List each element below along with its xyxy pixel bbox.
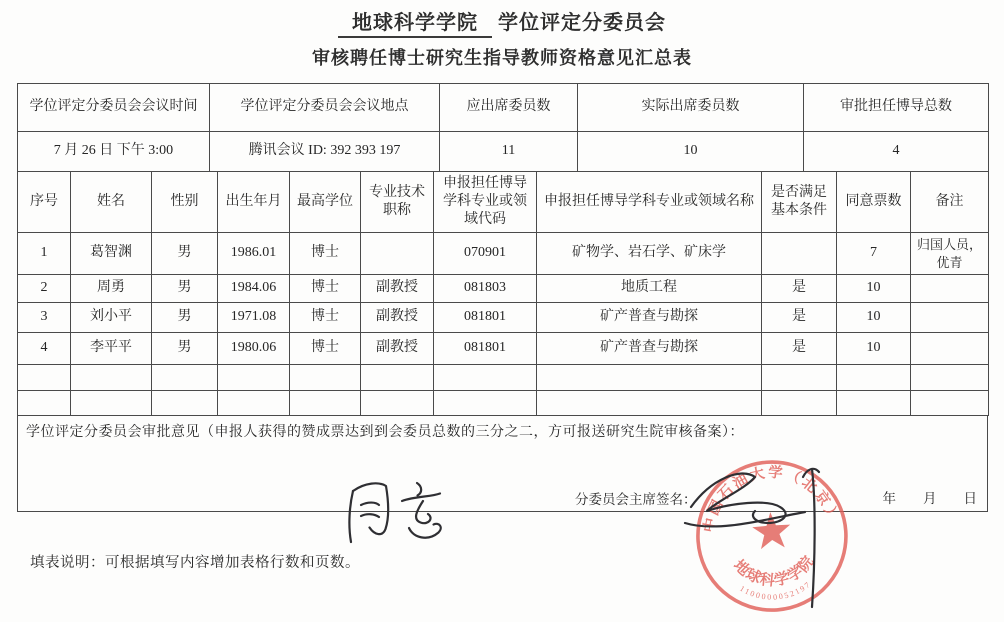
table-row-empty bbox=[18, 391, 989, 416]
cell-gender: 男 bbox=[152, 275, 218, 303]
cell-discipline-name: 地质工程 bbox=[537, 275, 762, 303]
page-title bbox=[0, 6, 1004, 35]
cell-birthdate: 1980.06 bbox=[218, 333, 290, 365]
cell-index: 4 bbox=[18, 333, 71, 365]
cell-birthdate bbox=[218, 391, 290, 416]
cell-name: 葛智渊 bbox=[71, 233, 152, 275]
col-header-birthdate: 出生年月 bbox=[218, 172, 290, 233]
col-header-remark: 备注 bbox=[911, 172, 989, 233]
cell-votes: 10 bbox=[837, 333, 911, 365]
cell-degree bbox=[290, 391, 361, 416]
approval-opinion-label: 学位评定分委员会审批意见（申报人获得的赞成票达到到会委员总数的三分之二，方可报送研究生院审核备案）： bbox=[26, 425, 744, 440]
col-header-title: 专业技术职称 bbox=[361, 172, 434, 233]
cell-votes bbox=[837, 365, 911, 391]
cell-discipline-name: 矿产普查与勘探 bbox=[537, 333, 762, 365]
cell-title bbox=[361, 391, 434, 416]
cell-degree: 博士 bbox=[290, 333, 361, 365]
cell-name: 李平平 bbox=[71, 333, 152, 365]
cell-remark bbox=[911, 333, 989, 365]
cell-birthdate: 1984.06 bbox=[218, 275, 290, 303]
col-header-votes: 同意票数 bbox=[837, 172, 911, 233]
cell-gender bbox=[152, 391, 218, 416]
cell-birthdate: 1986.01 bbox=[218, 233, 290, 275]
cell-title bbox=[361, 365, 434, 391]
info-value-row bbox=[18, 132, 989, 172]
col-header-discipline-name: 申报担任博导学科专业或领域名称 bbox=[537, 172, 762, 233]
cell-meets-criteria bbox=[762, 233, 837, 275]
table-row bbox=[18, 275, 989, 303]
col-header-degree: 最高学位 bbox=[290, 172, 361, 233]
col-header-index: 序号 bbox=[18, 172, 71, 233]
cell-remark bbox=[911, 391, 989, 416]
info-header-approved-total: 审批担任博导总数 bbox=[804, 84, 989, 132]
cell-gender: 男 bbox=[152, 303, 218, 333]
cell-remark bbox=[911, 365, 989, 391]
handwritten-approval-tongyi bbox=[338, 476, 456, 554]
cell-degree: 博士 bbox=[290, 303, 361, 333]
cell-index bbox=[18, 391, 71, 416]
cell-index: 3 bbox=[18, 303, 71, 333]
info-header-row bbox=[18, 84, 989, 132]
cell-discipline-code: 070901 bbox=[434, 233, 537, 275]
page-title-college: 地球科学学院 bbox=[338, 12, 492, 38]
info-header-meeting-place: 学位评定分委员会会议地点 bbox=[210, 84, 440, 132]
info-value-meeting-place: 腾讯会议 ID: 392 393 197 bbox=[210, 132, 440, 172]
cell-gender: 男 bbox=[152, 233, 218, 275]
cell-meets-criteria: 是 bbox=[762, 333, 837, 365]
cell-discipline-name bbox=[537, 391, 762, 416]
cell-meets-criteria bbox=[762, 391, 837, 416]
cell-discipline-code bbox=[434, 365, 537, 391]
cell-name bbox=[71, 391, 152, 416]
cell-title bbox=[361, 233, 434, 275]
cell-remark bbox=[911, 275, 989, 303]
cell-discipline-code: 081801 bbox=[434, 333, 537, 365]
info-header-actual-members: 实际出席委员数 bbox=[578, 84, 804, 132]
cell-discipline-name bbox=[537, 365, 762, 391]
cell-name: 周勇 bbox=[71, 275, 152, 303]
table-row bbox=[18, 303, 989, 333]
cell-discipline-code: 081803 bbox=[434, 275, 537, 303]
col-header-discipline-code: 申报担任博导学科专业或领域代码 bbox=[434, 172, 537, 233]
cell-gender bbox=[152, 365, 218, 391]
cell-votes: 10 bbox=[837, 275, 911, 303]
footer-note: 填表说明：可根据填写内容增加表格行数和页数。 bbox=[30, 555, 360, 571]
cell-name bbox=[71, 365, 152, 391]
cell-title: 副教授 bbox=[361, 303, 434, 333]
info-header-expected-members: 应出席委员数 bbox=[440, 84, 578, 132]
cell-degree bbox=[290, 365, 361, 391]
cell-votes bbox=[837, 391, 911, 416]
cell-meets-criteria: 是 bbox=[762, 275, 837, 303]
cell-index: 2 bbox=[18, 275, 71, 303]
info-value-approved-total: 4 bbox=[804, 132, 989, 172]
cell-remark bbox=[911, 303, 989, 333]
table-row bbox=[18, 233, 989, 275]
cell-discipline-name: 矿物学、岩石学、矿床学 bbox=[537, 233, 762, 275]
info-value-meeting-time: 7 月 26 日 下午 3:00 bbox=[18, 132, 210, 172]
date-placeholder: 年 月 日 bbox=[882, 491, 977, 506]
cell-name: 刘小平 bbox=[71, 303, 152, 333]
cell-degree: 博士 bbox=[290, 233, 361, 275]
cell-index: 1 bbox=[18, 233, 71, 275]
cell-birthdate bbox=[218, 365, 290, 391]
column-header-row bbox=[18, 172, 989, 233]
cell-meets-criteria: 是 bbox=[762, 303, 837, 333]
cell-discipline-name: 矿产普查与勘探 bbox=[537, 303, 762, 333]
cell-remark: 归国人员，优青 bbox=[911, 233, 989, 275]
chair-signature-handwriting bbox=[675, 455, 863, 615]
col-header-name: 姓名 bbox=[71, 172, 152, 233]
cell-discipline-code: 081801 bbox=[434, 303, 537, 333]
info-header-meeting-time: 学位评定分委员会会议时间 bbox=[18, 84, 210, 132]
cell-votes: 10 bbox=[837, 303, 911, 333]
seal-ring-text: 中国石油大学（北京） bbox=[701, 464, 842, 534]
meeting-info-table bbox=[17, 83, 989, 172]
table-row-empty bbox=[18, 365, 989, 391]
cell-gender: 男 bbox=[152, 333, 218, 365]
page-subtitle: 审核聘任博士研究生指导教师资格意见汇总表 bbox=[312, 48, 692, 68]
cell-degree: 博士 bbox=[290, 275, 361, 303]
cell-meets-criteria bbox=[762, 365, 837, 391]
seal-code: 1100000052197 bbox=[738, 579, 814, 602]
seal-bottom-text: 地球科学学院 bbox=[730, 552, 818, 590]
chair-signature-label: 分委员会主席签名： bbox=[575, 492, 697, 507]
info-value-expected-members: 11 bbox=[440, 132, 578, 172]
cell-title: 副教授 bbox=[361, 275, 434, 303]
candidates-table bbox=[17, 171, 989, 416]
page-title-committee: 学位评定分委员会 bbox=[498, 12, 666, 34]
col-header-gender: 性别 bbox=[152, 172, 218, 233]
cell-index bbox=[18, 365, 71, 391]
summary-sheet bbox=[17, 83, 988, 512]
table-row bbox=[18, 333, 989, 365]
col-header-meets-criteria: 是否满足基本条件 bbox=[762, 172, 837, 233]
cell-votes: 7 bbox=[837, 233, 911, 275]
info-value-actual-members: 10 bbox=[578, 132, 804, 172]
cell-birthdate: 1971.08 bbox=[218, 303, 290, 333]
cell-discipline-code bbox=[434, 391, 537, 416]
cell-title: 副教授 bbox=[361, 333, 434, 365]
